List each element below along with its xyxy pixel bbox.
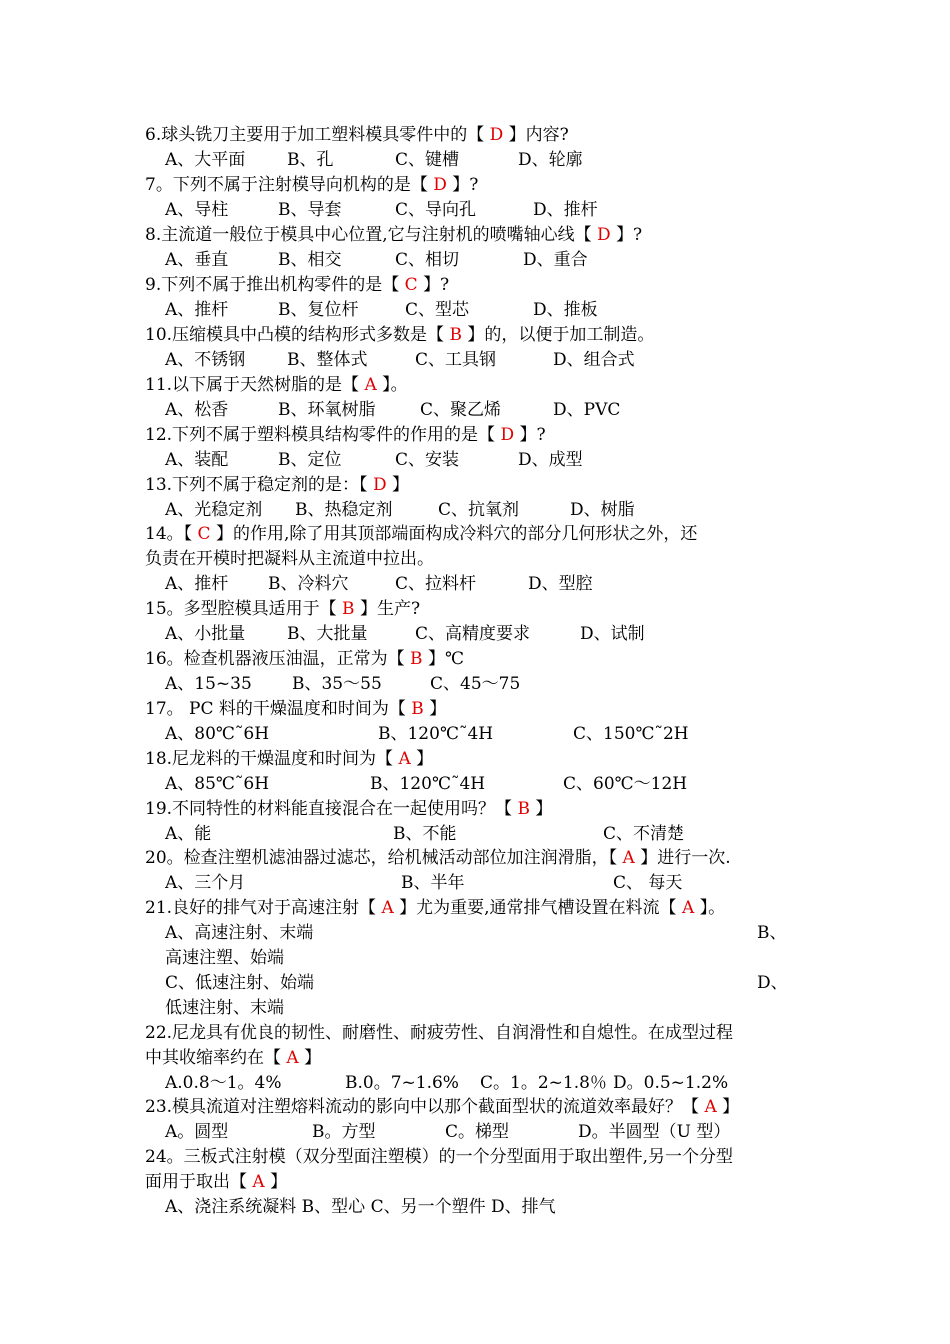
option-b: B、整体式 <box>287 350 368 370</box>
option-a: A、不锈钢 <box>165 350 246 370</box>
answer: C <box>192 524 216 544</box>
option-c: C。梯型 <box>445 1122 510 1142</box>
answer: B <box>336 599 360 619</box>
answer-2: A <box>676 898 700 918</box>
option-b: B、大批量 <box>287 624 368 644</box>
option-a: A、装配 <box>165 450 229 470</box>
question-23: 23.模具流道对注塑熔料流动的影向中以那个截面型状的流道效率最好？【 A 】 <box>145 1097 740 1117</box>
option-a: A、15~35 <box>165 674 252 694</box>
answer: A <box>393 749 417 769</box>
question-11: 11.以下属于天然树脂的是【 A 】。 <box>145 375 408 395</box>
question-24-cont: 面用于取出【 A 】 <box>145 1172 288 1192</box>
answer: A <box>359 375 383 395</box>
option-c: C、导向孔 <box>395 200 477 220</box>
option-a: A、光稳定剂 <box>165 500 263 520</box>
question-9: 9.下列不属于推出机构零件的是【 C 】? <box>145 275 450 295</box>
option-c: C。1。2~1.8％ <box>480 1073 607 1093</box>
option-c: C、键槽 <box>395 150 460 170</box>
answer-1: A <box>376 898 400 918</box>
question-7: 7。下列不属于注射模导向机构的是【 D 】? <box>145 175 479 195</box>
answer: B <box>512 799 536 819</box>
answer: A <box>699 1097 723 1117</box>
option-b: B、热稳定剂 <box>295 500 393 520</box>
option-c: C、高精度要求 <box>415 624 531 644</box>
question-22: 22.尼龙具有优良的韧性、耐磨性、耐疲劳性、自润滑性和自熄性。在成型过程 <box>145 1023 734 1043</box>
option-c: C、60℃～12H <box>563 774 688 794</box>
question-14: 14。【 C 】的作用,除了用其顶部端面构成冷料穴的部分几何形状之外，还 <box>145 524 698 544</box>
question-19: 19.不同特性的材料能直接混合在一起使用吗？【 B 】 <box>145 799 553 819</box>
option-a: A、85℃˜6H <box>165 774 270 794</box>
option-b: B、120℃˜4H <box>370 774 486 794</box>
question-20: 20。检查注塑机滤油器过滤芯，给机械活动部位加注润滑脂，【 A 】进行一次. <box>145 848 731 868</box>
option-d: D、树脂 <box>570 500 635 520</box>
option-c: C、抗氧剂 <box>438 500 520 520</box>
option-b-label: B、 <box>757 923 787 943</box>
answer: D <box>591 225 617 245</box>
option-d: D、成型 <box>518 450 583 470</box>
option-d: D、推板 <box>533 300 598 320</box>
option-a: A、导柱 <box>165 200 229 220</box>
option-b: B、复位杆 <box>278 300 359 320</box>
option-d: D、组合式 <box>553 350 635 370</box>
option-a: A、能 <box>165 824 212 844</box>
option-c: C、相切 <box>395 250 460 270</box>
question-13: 13.下列不属于稳定剂的是：【 D 】 <box>145 475 409 495</box>
option-a: A。圆型 <box>165 1122 229 1142</box>
option-d: D、PVC <box>553 400 621 420</box>
option-b: B、35～55 <box>292 674 382 694</box>
question-15: 15。多型腔模具适用于【 B 】生产? <box>145 599 421 619</box>
answer: B <box>444 325 468 345</box>
option-a: A、大平面 <box>165 150 246 170</box>
option-b: B。方型 <box>312 1122 376 1142</box>
option-a: A、小批量 <box>165 624 246 644</box>
option-b: B、相交 <box>278 250 342 270</box>
option-c: C、拉料杆 <box>395 574 477 594</box>
option-d-label: D、 <box>757 973 788 993</box>
option-a: A、推杆 <box>165 300 229 320</box>
option-b: B、孔 <box>287 150 334 170</box>
question-6: 6.球头铣刀主要用于加工塑料模具零件中的【 D 】内容? <box>145 125 569 145</box>
answer: B <box>405 699 430 719</box>
option-a: A.0.8～1。4% <box>165 1073 282 1093</box>
answer: A <box>281 1048 305 1068</box>
answer: A <box>617 848 641 868</box>
option-d: D。0.5~1.2% <box>613 1073 729 1093</box>
answer: B <box>404 649 428 669</box>
option-b: B、定位 <box>278 450 342 470</box>
question-24: 24。三板式注射模（双分型面注塑模）的一个分型面用于取出塑件,另一个分型 <box>145 1147 734 1167</box>
question-17: 17。 PC 料的干燥温度和时间为【 B 】 <box>145 699 447 719</box>
option-c: C、安装 <box>395 450 460 470</box>
answer: D <box>495 425 520 445</box>
option-c: C、 每天 <box>613 873 683 893</box>
option-b: B、半年 <box>401 873 465 893</box>
answer: C <box>399 275 424 295</box>
answer: D <box>427 175 453 195</box>
option-c: C、低速注射、始端 <box>165 973 315 993</box>
question-22-cont: 中其收缩率约在【 A 】 <box>145 1048 322 1068</box>
option-a: A、垂直 <box>165 250 229 270</box>
question-14-cont: 负责在开模时把凝料从主流道中拉出。 <box>145 549 434 569</box>
option-d: D、重合 <box>523 250 588 270</box>
option-c: C、聚乙烯 <box>420 400 502 420</box>
answer: A <box>247 1172 271 1192</box>
question-21: 21.良好的排气对于高速注射【 A 】尤为重要,通常排气槽设置在料流【 A 】。 <box>145 898 726 918</box>
option-c: C、工具钢 <box>415 350 497 370</box>
question-8: 8.主流道一般位于模具中心位置,它与注射机的喷嘴轴心线【 D 】? <box>145 225 643 245</box>
option-a: A、松香 <box>165 400 229 420</box>
option-b: B、环氧树脂 <box>278 400 376 420</box>
option-c: C、45～75 <box>430 674 521 694</box>
option-d: D、推杆 <box>533 200 598 220</box>
option-a: A、推杆 <box>165 574 229 594</box>
question-24-options: A、浇注系统凝料 B、型心 C、另一个塑件 D、排气 <box>165 1197 556 1217</box>
option-a: A、三个月 <box>165 873 246 893</box>
question-16: 16。检查机器液压油温，正常为【 B 】℃ <box>145 649 464 669</box>
option-d: D。半圆型（U 型） <box>578 1122 731 1142</box>
question-10: 10.压缩模具中凸模的结构形式多数是【 B 】的，以便于加工制造。 <box>145 325 655 345</box>
question-21-option-a-row <box>165 921 805 946</box>
option-c: C、不清楚 <box>603 824 685 844</box>
option-b: B、导套 <box>278 200 342 220</box>
option-d: D、轮廓 <box>518 150 583 170</box>
option-b: B、不能 <box>393 824 457 844</box>
option-b: B.0。7~1.6% <box>345 1073 459 1093</box>
answer: D <box>367 475 392 495</box>
option-d-text: 低速注射、末端 <box>165 998 284 1018</box>
option-d: D、型腔 <box>528 574 593 594</box>
option-b-text: 高速注塑、始端 <box>165 948 284 968</box>
answer: D <box>484 125 509 145</box>
option-c: C、型芯 <box>405 300 470 320</box>
option-a: A、80℃˜6H <box>165 724 270 744</box>
option-a: A、高速注射、末端 <box>165 923 314 943</box>
option-d: D、试制 <box>580 624 645 644</box>
option-b: B、冷料穴 <box>268 574 349 594</box>
question-18: 18.尼龙料的干燥温度和时间为【 A 】 <box>145 749 434 769</box>
question-12: 12.下列不属于塑料模具结构零件的作用的是【 D 】? <box>145 425 546 445</box>
question-21-option-c-row <box>165 971 805 996</box>
option-b: B、120℃˜4H <box>378 724 494 744</box>
option-c: C、150℃˜2H <box>573 724 689 744</box>
